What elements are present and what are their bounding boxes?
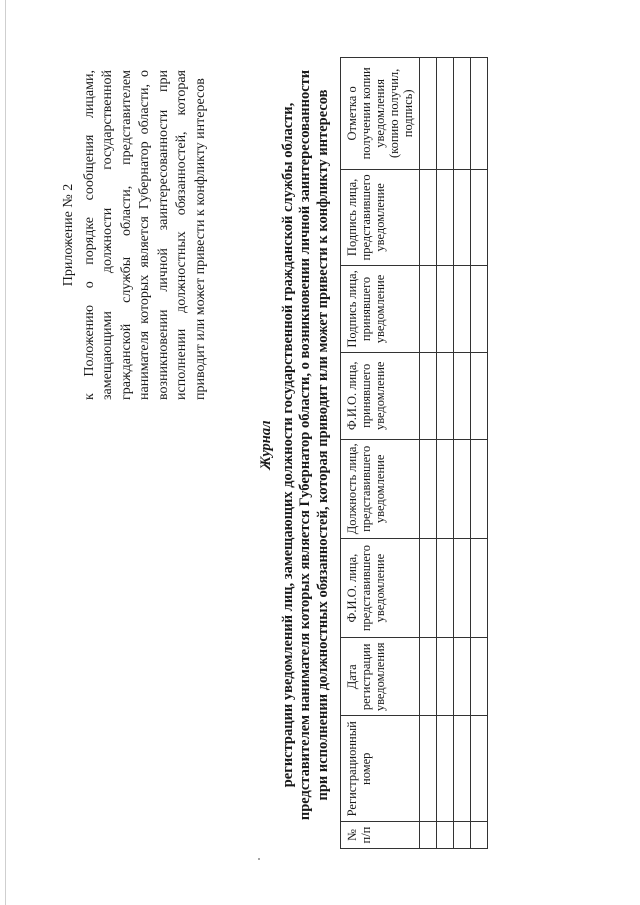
table-cell <box>420 822 437 849</box>
journal-subtitle-line-1: регистрации уведомлений лиц, замещающих должности государственной гражданской службы области, <box>279 102 296 788</box>
table-cell <box>454 716 471 822</box>
table-cell <box>454 538 471 637</box>
column-header: Ф.И.О. лица, представившего уведомление <box>341 538 420 637</box>
table-cell <box>454 266 471 353</box>
table-cell <box>471 352 488 439</box>
table-cell <box>471 58 488 170</box>
appendix-block <box>60 70 210 400</box>
table-cell <box>437 58 454 170</box>
column-header: Ф.И.О. лица, принявшего уведомление <box>341 352 420 439</box>
column-header: Подпись лица, принявшего уведомление <box>341 266 420 353</box>
table-cell <box>454 638 471 716</box>
table-cell <box>471 169 488 265</box>
table-cell <box>437 439 454 538</box>
table-cell <box>437 352 454 439</box>
journal-header <box>258 35 332 855</box>
column-header: Регистрационный номер <box>341 716 420 822</box>
table-row <box>454 58 471 849</box>
table-cell <box>454 58 471 170</box>
table-cell <box>454 169 471 265</box>
table-cell <box>420 638 437 716</box>
table-cell <box>420 716 437 822</box>
table-cell <box>471 266 488 353</box>
journal-title: Журнал <box>258 420 274 470</box>
table-cell <box>420 266 437 353</box>
table-cell <box>471 822 488 849</box>
table-cell <box>454 439 471 538</box>
column-header: Должность лица, представившего уведомление <box>341 439 420 538</box>
table-cell <box>454 352 471 439</box>
table-cell <box>420 352 437 439</box>
table-cell <box>437 266 454 353</box>
table-cell <box>471 538 488 637</box>
table-cell <box>437 822 454 849</box>
table-row <box>420 58 437 849</box>
table-cell <box>471 716 488 822</box>
column-header: № п/п <box>341 822 420 849</box>
table-cell <box>471 638 488 716</box>
column-header: Подпись лица, представившего уведомление <box>341 169 420 265</box>
table-cell <box>437 169 454 265</box>
table-cell <box>420 538 437 637</box>
table-cell <box>437 716 454 822</box>
journal-subtitle-line-3: при исполнении должностных обязанностей, которая приводит или может привести к конфликту интересов <box>314 89 331 801</box>
table-cell <box>437 638 454 716</box>
appendix-text: к Положению о порядке сообщения лицами, замещающими должности государственной гражданской службы области, представителем нанимателя которых является Губернатор области, о возникновении личной заинтересованности при исполнении должностных обязанностей, которая приводит или может привести к конфликту интересов <box>81 70 208 400</box>
table-row <box>437 58 454 849</box>
table-cell <box>454 822 471 849</box>
appendix-heading: Приложение № 2 <box>61 183 76 287</box>
table-cell <box>420 58 437 170</box>
table-cell <box>420 439 437 538</box>
table-cell <box>437 538 454 637</box>
journal-subtitle-line-2: представителем нанимателя которых является Губернатор области, о возникновении личной заинтересованности <box>297 69 313 821</box>
column-header: Отметка о получении копии уведомления (копию получил, подпись) <box>341 58 420 170</box>
column-header: Дата регистрации уведомления <box>341 638 420 716</box>
table-cell <box>471 439 488 538</box>
registration-table <box>340 57 488 849</box>
table-header-row <box>341 58 420 849</box>
table-cell <box>420 169 437 265</box>
table-row <box>471 58 488 849</box>
